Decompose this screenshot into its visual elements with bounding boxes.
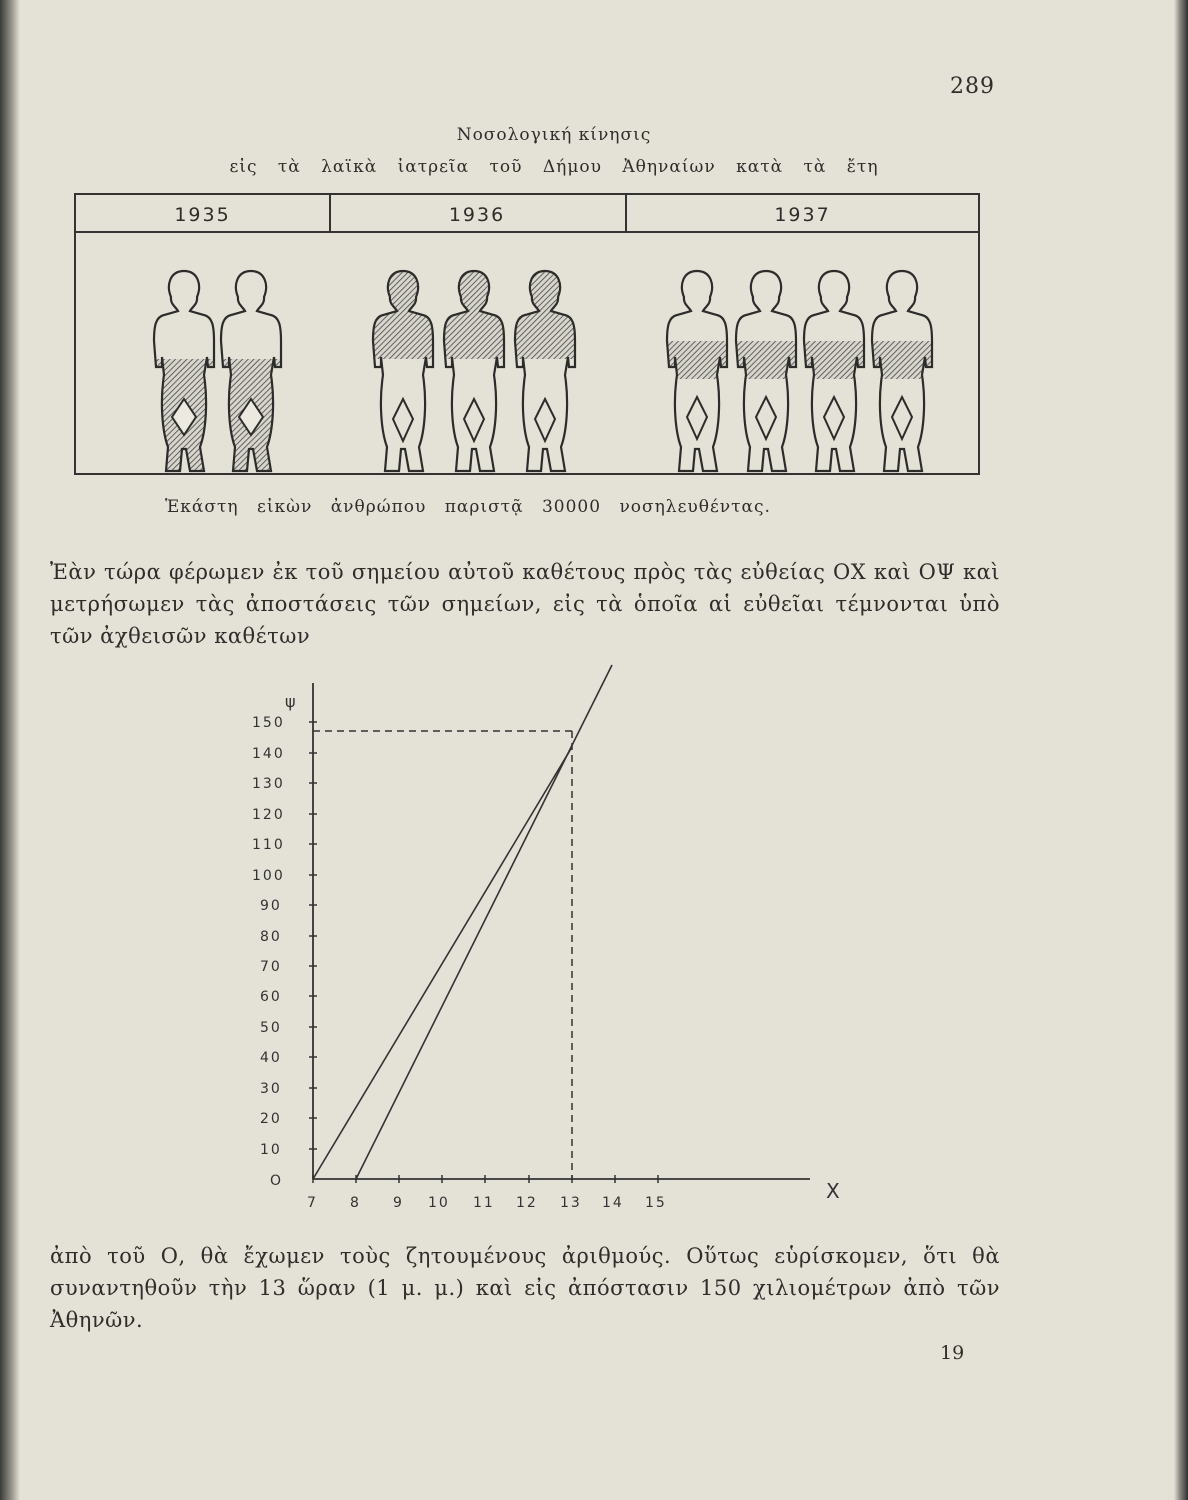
y-tick-label: 60 — [260, 989, 282, 1005]
y-tick-label: 10 — [260, 1142, 282, 1158]
paragraph-1: Ἐὰν τώρα φέρωμεν ἐκ τοῦ σημείου αὐτοῦ καθέτους πρὸς τὰς εὐθείας ΟΧ καὶ ΟΨ καὶ μετρήσωμεν τὰς ἀποστάσεις τῶν σημείων, εἰς τὰ ὁποῖα αἱ εὐθεῖαι τέμνονται ὑπὸ τῶν ἀχθεισῶν καθέτων — [50, 560, 1000, 648]
page-number: 289 — [950, 74, 995, 99]
pictogram-figure — [74, 193, 980, 475]
person-icon — [221, 271, 281, 471]
distance-time-graph — [230, 655, 870, 1225]
x-tick-label: 7 — [307, 1195, 318, 1211]
x-tick-label: 14 — [602, 1195, 624, 1211]
origin-label: O — [270, 1173, 284, 1189]
person-icon — [804, 271, 864, 471]
pictogram-people — [76, 231, 978, 473]
person-icon — [736, 271, 796, 471]
person-icon — [154, 271, 214, 471]
y-tick-label: 90 — [260, 898, 282, 914]
person-icon — [872, 271, 932, 471]
figure-legend: Ἑκάστη εἰκὼν ἀνθρώπου παριστᾷ 30000 νοσηλευθέντας. — [165, 497, 771, 517]
line-second-vehicle — [356, 665, 612, 1179]
y-tick-label: 110 — [252, 837, 285, 853]
person-icon — [444, 271, 504, 471]
figure-title: Νοσολογική κίνησις — [456, 125, 652, 145]
year-1937: 1937 — [774, 204, 831, 226]
x-tick-label: 9 — [393, 1195, 404, 1211]
year-1936: 1936 — [329, 195, 627, 231]
y-tick-label: 120 — [252, 807, 285, 823]
person-icon — [373, 271, 433, 471]
paragraph-2: ἀπὸ τοῦ Ο, θὰ ἔχωμεν τοὺς ζητουμένους ἀριθμούς. Οὕτως εὑρίσκομεν, ὅτι θὰ συναντηθοῦν τὴν 13 ὥραν (1 μ. μ.) καὶ εἰς ἀπόστασιν 150 χιλιομέτρων ἀπὸ τῶν Ἀθηνῶν. — [50, 1244, 1000, 1332]
x-tick-label: 12 — [516, 1195, 538, 1211]
x-tick-labels — [307, 1195, 667, 1211]
y-tick-label: 30 — [260, 1081, 282, 1097]
y-tick-label: 50 — [260, 1020, 282, 1036]
y-tick-labels — [252, 715, 285, 1158]
x-tick-label: 11 — [473, 1195, 495, 1211]
y-tick-label: 130 — [252, 776, 285, 792]
x-tick-label: 13 — [560, 1195, 582, 1211]
person-icon — [667, 271, 727, 471]
person-icon — [515, 271, 575, 471]
x-axis-label: X — [826, 1179, 842, 1203]
y-tick-label: 70 — [260, 959, 282, 975]
footer-number: 19 — [940, 1342, 965, 1364]
line-first-vehicle — [313, 747, 572, 1179]
figure-subtitle: εἰς τὰ λαϊκὰ ἰατρεῖα τοῦ Δήμου Ἀθηναίων κατὰ τὰ ἔτη — [229, 157, 879, 177]
page-left-edge — [0, 0, 20, 1500]
x-tick-label: 10 — [428, 1195, 450, 1211]
y-tick-label: 140 — [252, 746, 285, 762]
y-tick-label: 100 — [252, 868, 285, 884]
year-1935: 1935 — [76, 195, 331, 231]
y-tick-label: 40 — [260, 1050, 282, 1066]
y-tick-label: 80 — [260, 929, 282, 945]
y-tick-label: 150 — [252, 715, 285, 731]
x-tick-label: 8 — [350, 1195, 361, 1211]
x-tick-label: 15 — [645, 1195, 667, 1211]
year-header-row — [76, 195, 978, 233]
y-axis-label: ψ — [285, 692, 298, 711]
y-tick-label: 20 — [260, 1111, 282, 1127]
page-right-edge — [1174, 0, 1188, 1500]
